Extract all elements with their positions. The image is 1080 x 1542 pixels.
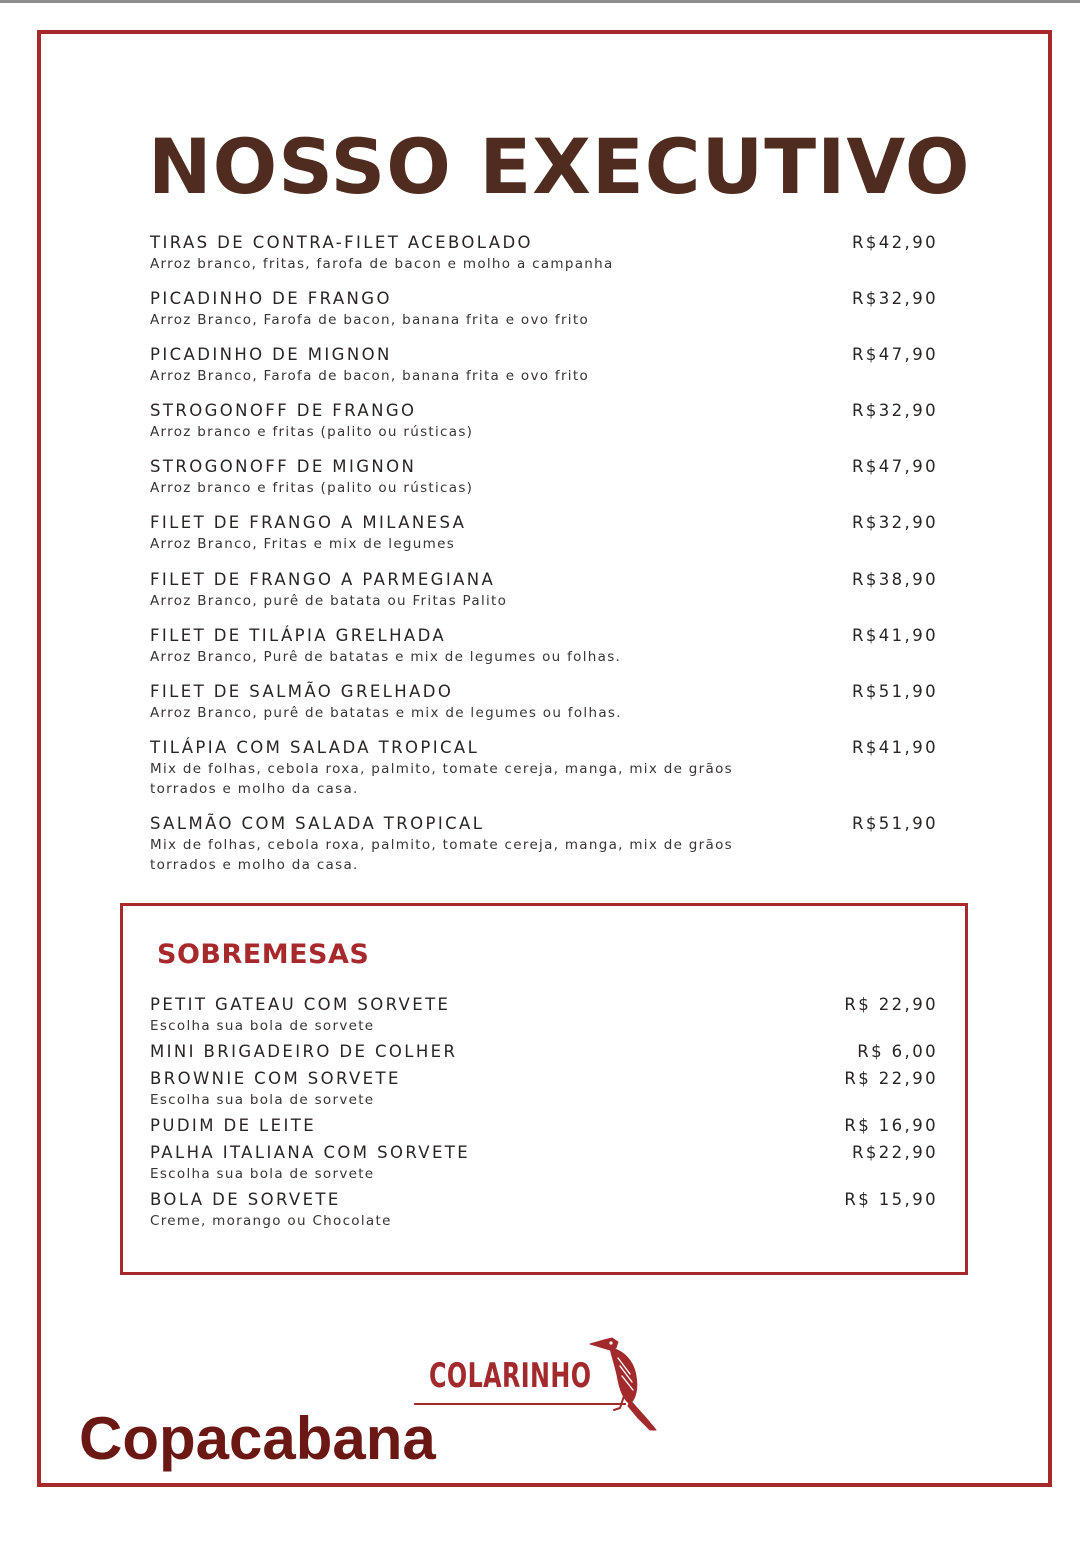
dessert-item-price: R$ 22,90	[844, 995, 938, 1014]
desserts-heading: SOBREMESAS	[157, 939, 370, 970]
dessert-item-name: PETIT GATEAU COM SORVETE	[150, 995, 451, 1014]
page-title: NOSSO EXECUTIVO	[148, 122, 971, 211]
menu-item-name: STROGONOFF DE FRANGO	[150, 401, 417, 420]
menu-item-description: Arroz Branco, Farofa de bacon, banana frita e ovo frito	[150, 368, 590, 384]
menu-item-price: R$41,90	[852, 626, 938, 645]
menu-item-name: FILET DE FRANGO A PARMEGIANA	[150, 570, 496, 589]
bird-icon	[584, 1334, 676, 1434]
dessert-item-name: MINI BRIGADEIRO DE COLHER	[150, 1042, 458, 1061]
dessert-item-name: BROWNIE COM SORVETE	[150, 1069, 401, 1088]
menu-item-price: R$42,90	[852, 233, 938, 252]
menu-item-price: R$47,90	[852, 345, 938, 364]
menu-item-price: R$51,90	[852, 814, 938, 833]
menu-item-name: SALMÃO COM SALADA TROPICAL	[150, 814, 485, 833]
brand-logo	[414, 1334, 676, 1434]
menu-item-description: Mix de folhas, cebola roxa, palmito, tomate cereja, manga, mix de grãos torrados e molho da casa.	[150, 761, 733, 797]
dessert-item-price: R$ 22,90	[844, 1069, 938, 1088]
dessert-item-price: R$22,90	[852, 1143, 938, 1162]
menu-item-price: R$41,90	[852, 738, 938, 757]
menu-item-name: FILET DE FRANGO A MILANESA	[150, 513, 467, 532]
menu-item-name: STROGONOFF DE MIGNON	[150, 457, 417, 476]
menu-item-name: PICADINHO DE MIGNON	[150, 345, 392, 364]
menu-item-price: R$51,90	[852, 682, 938, 701]
dessert-item-price: R$ 16,90	[844, 1116, 938, 1135]
menu-item-price: R$32,90	[852, 401, 938, 420]
menu-item-description: Arroz Branco, purê de batatas e mix de legumes ou folhas.	[150, 705, 622, 721]
dessert-item-description: Escolha sua bola de sorvete	[150, 1166, 375, 1182]
menu-item-price: R$38,90	[852, 570, 938, 589]
menu-item-description: Arroz Branco, purê de batata ou Fritas Palito	[150, 593, 508, 609]
dessert-item-name: BOLA DE SORVETE	[150, 1190, 341, 1209]
menu-item-name: FILET DE SALMÃO GRELHADO	[150, 682, 454, 701]
menu-item-description: Mix de folhas, cebola roxa, palmito, tomate cereja, manga, mix de grãos torrados e molho da casa.	[150, 837, 733, 873]
menu-item-description: Arroz Branco, Fritas e mix de legumes	[150, 536, 456, 552]
menu-item-description: Arroz branco e fritas (palito ou rústicas)	[150, 480, 474, 496]
menu-item-price: R$32,90	[852, 289, 938, 308]
menu-item-price: R$47,90	[852, 457, 938, 476]
dessert-item-price: R$ 6,00	[857, 1042, 938, 1061]
dessert-item-price: R$ 15,90	[844, 1190, 938, 1209]
menu-item-name: TILÁPIA COM SALADA TROPICAL	[150, 738, 480, 757]
menu-item-name: PICADINHO DE FRANGO	[150, 289, 392, 308]
menu-item-description: Arroz branco, fritas, farofa de bacon e molho a campanha	[150, 256, 614, 272]
menu-item-description: Arroz Branco, Farofa de bacon, banana frita e ovo frito	[150, 312, 590, 328]
menu-item-description: Arroz branco e fritas (palito ou rústicas)	[150, 424, 474, 440]
dessert-item-description: Escolha sua bola de sorvete	[150, 1018, 375, 1034]
dessert-item-description: Escolha sua bola de sorvete	[150, 1092, 375, 1108]
brand-logo-text: COLARINHO	[429, 1356, 592, 1396]
menu-item-price: R$32,90	[852, 513, 938, 532]
top-divider	[0, 0, 1080, 3]
menu-item-name: TIRAS DE CONTRA-FILET ACEBOLADO	[150, 233, 533, 252]
location-name: Copacabana	[79, 1405, 436, 1472]
dessert-item-name: PUDIM DE LEITE	[150, 1116, 317, 1135]
dessert-item-name: PALHA ITALIANA COM SORVETE	[150, 1143, 471, 1162]
menu-item-name: FILET DE TILÁPIA GRELHADA	[150, 626, 447, 645]
dessert-item-description: Creme, morango ou Chocolate	[150, 1213, 392, 1229]
menu-item-description: Arroz Branco, Purê de batatas e mix de legumes ou folhas.	[150, 649, 622, 665]
